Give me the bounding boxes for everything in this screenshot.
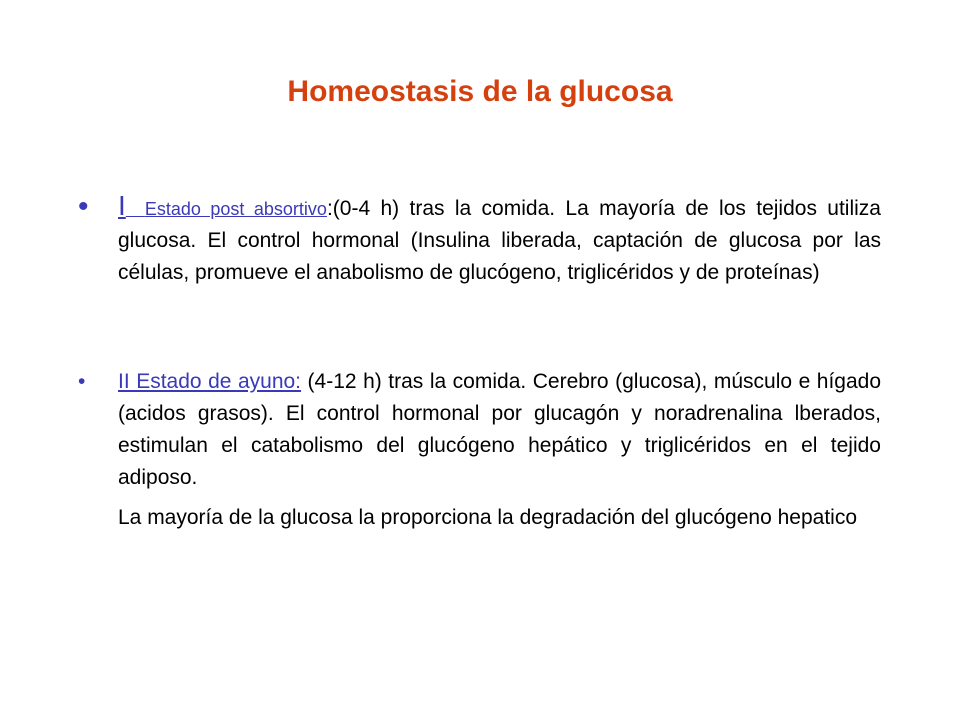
bullet-text [118,190,881,289]
bullet-body: (4-12 h) tras la comida. Cerebro (glucosa), músculo e hígado (acidos grasos). El control hormonal por glucagón y noradrenalina lberados, estimulan el catabolismo del glucógeno hepático y triglicéridos en el tejido adiposo. [118,370,881,489]
fasting-state-link[interactable]: II Estado de ayuno: [118,370,302,393]
post-absorptive-link[interactable]: Estado post absortivo [144,199,327,219]
bullet-marker: • [78,370,86,393]
bullet-marker: • [78,190,89,223]
bullet-body: :(0-4 h) tras la comida. La mayoría de los tejidos utiliza glucosa. El control hormonal (Insulina liberada, captación de glucosa por las células, promueve el anabolismo de glucógeno, triglicéridos y de proteínas) [118,197,881,284]
roman-numeral-link[interactable]: I [118,190,126,221]
slide-title: Homeostasis de la glucosa [287,75,673,108]
summary-paragraph: La mayoría de la glucosa la proporciona la degradación del glucógeno hepatico [118,506,858,529]
bullet-text [118,366,881,494]
